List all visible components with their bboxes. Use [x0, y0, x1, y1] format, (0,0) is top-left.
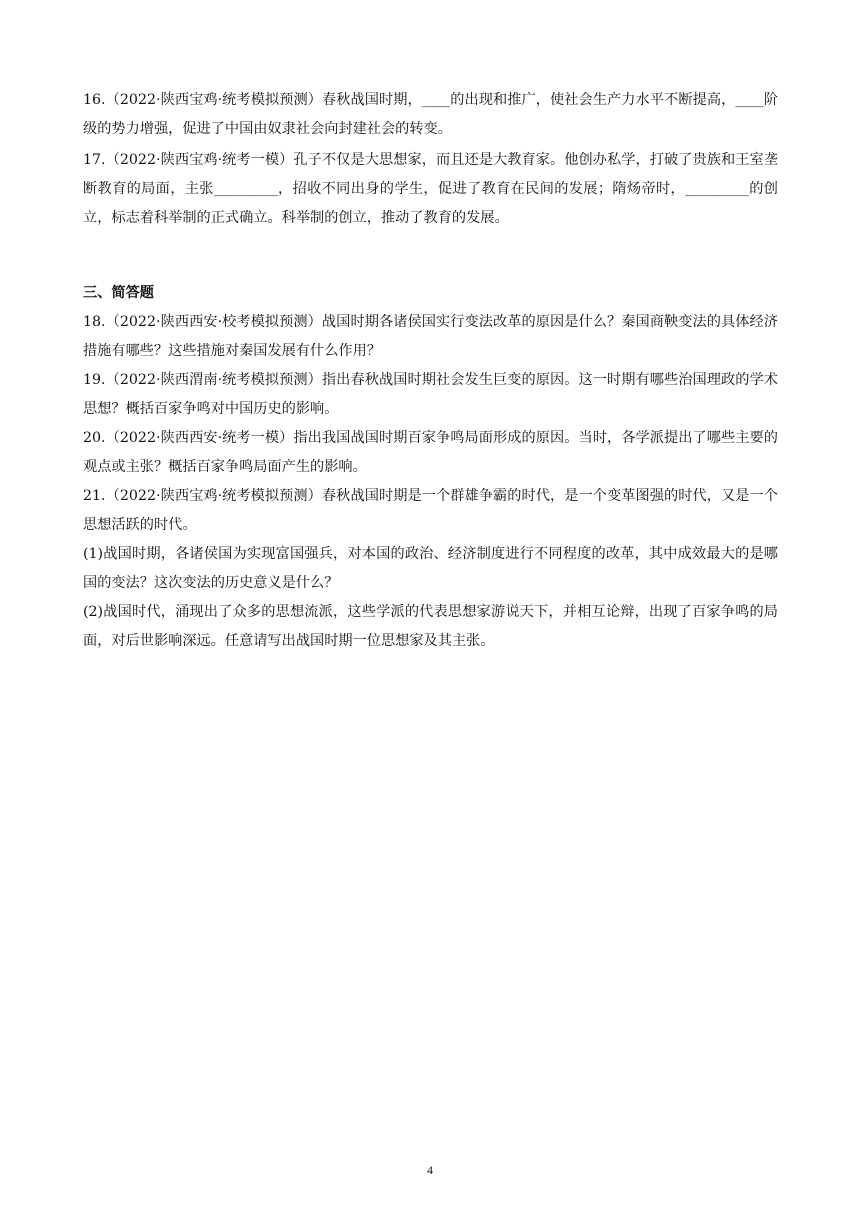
- question-20: 20.（2022·陕西西安·统考一模）指出我国战国时期百家争鸣局面形成的原因。当时，各学派提出了哪些主要的观点或主张？概括百家争鸣局面产生的影响。: [83, 430, 778, 475]
- question-21: 21.（2022·陕西宝鸡·统考模拟预测）春秋战国时期是一个群雄争霸的时代，是一个变革图强的时代，又是一个思想活跃的时代。: [83, 488, 778, 533]
- question-19: 19.（2022·陕西渭南·统考模拟预测）指出春秋战国时期社会发生巨变的原因。这一时期有哪些治国理政的学术思想？概括百家争鸣对中国历史的影响。: [83, 372, 778, 417]
- section-title-short-answer: 三、简答题: [83, 285, 154, 301]
- question-21-part-2: (2)战国时代，涌现出了众多的思想流派，这些学派的代表思想家游说天下，并相互论辩，出现了百家争鸣的局面，对后世影响深远。任意请写出战国时期一位思想家及其主张。: [83, 604, 778, 649]
- page-content: [83, 86, 778, 656]
- page-number: 4: [427, 1163, 433, 1177]
- question-18: 18.（2022·陕西西安·校考模拟预测）战国时期各诸侯国实行变法改革的原因是什么？秦国商鞅变法的具体经济措施有哪些？这些措施对秦国发展有什么作用？: [83, 314, 778, 359]
- question-16: 16.（2022·陕西宝鸡·统考模拟预测）春秋战国时期，____的出现和推广，使社会生产力水平不断提高，____阶级的势力增强，促进了中国由奴隶社会向封建社会的转变。: [83, 92, 778, 137]
- question-17: 17.（2022·陕西宝鸡·统考一模）孔子不仅是大思想家，而且还是大教育家。他创办私学，打破了贵族和王室垄断教育的局面，主张_________，招收不同出身的学生，促进了教育在民间的发展；隋炀帝时，_________的创立，标志着科举制的正式确立。科举制的创立，推动了教育的发展。: [83, 152, 778, 226]
- question-21-part-1: (1)战国时期，各诸侯国为实现富国强兵，对本国的政治、经济制度进行不同程度的改革，其中成效最大的是哪国的变法？这次变法的历史意义是什么？: [83, 546, 778, 591]
